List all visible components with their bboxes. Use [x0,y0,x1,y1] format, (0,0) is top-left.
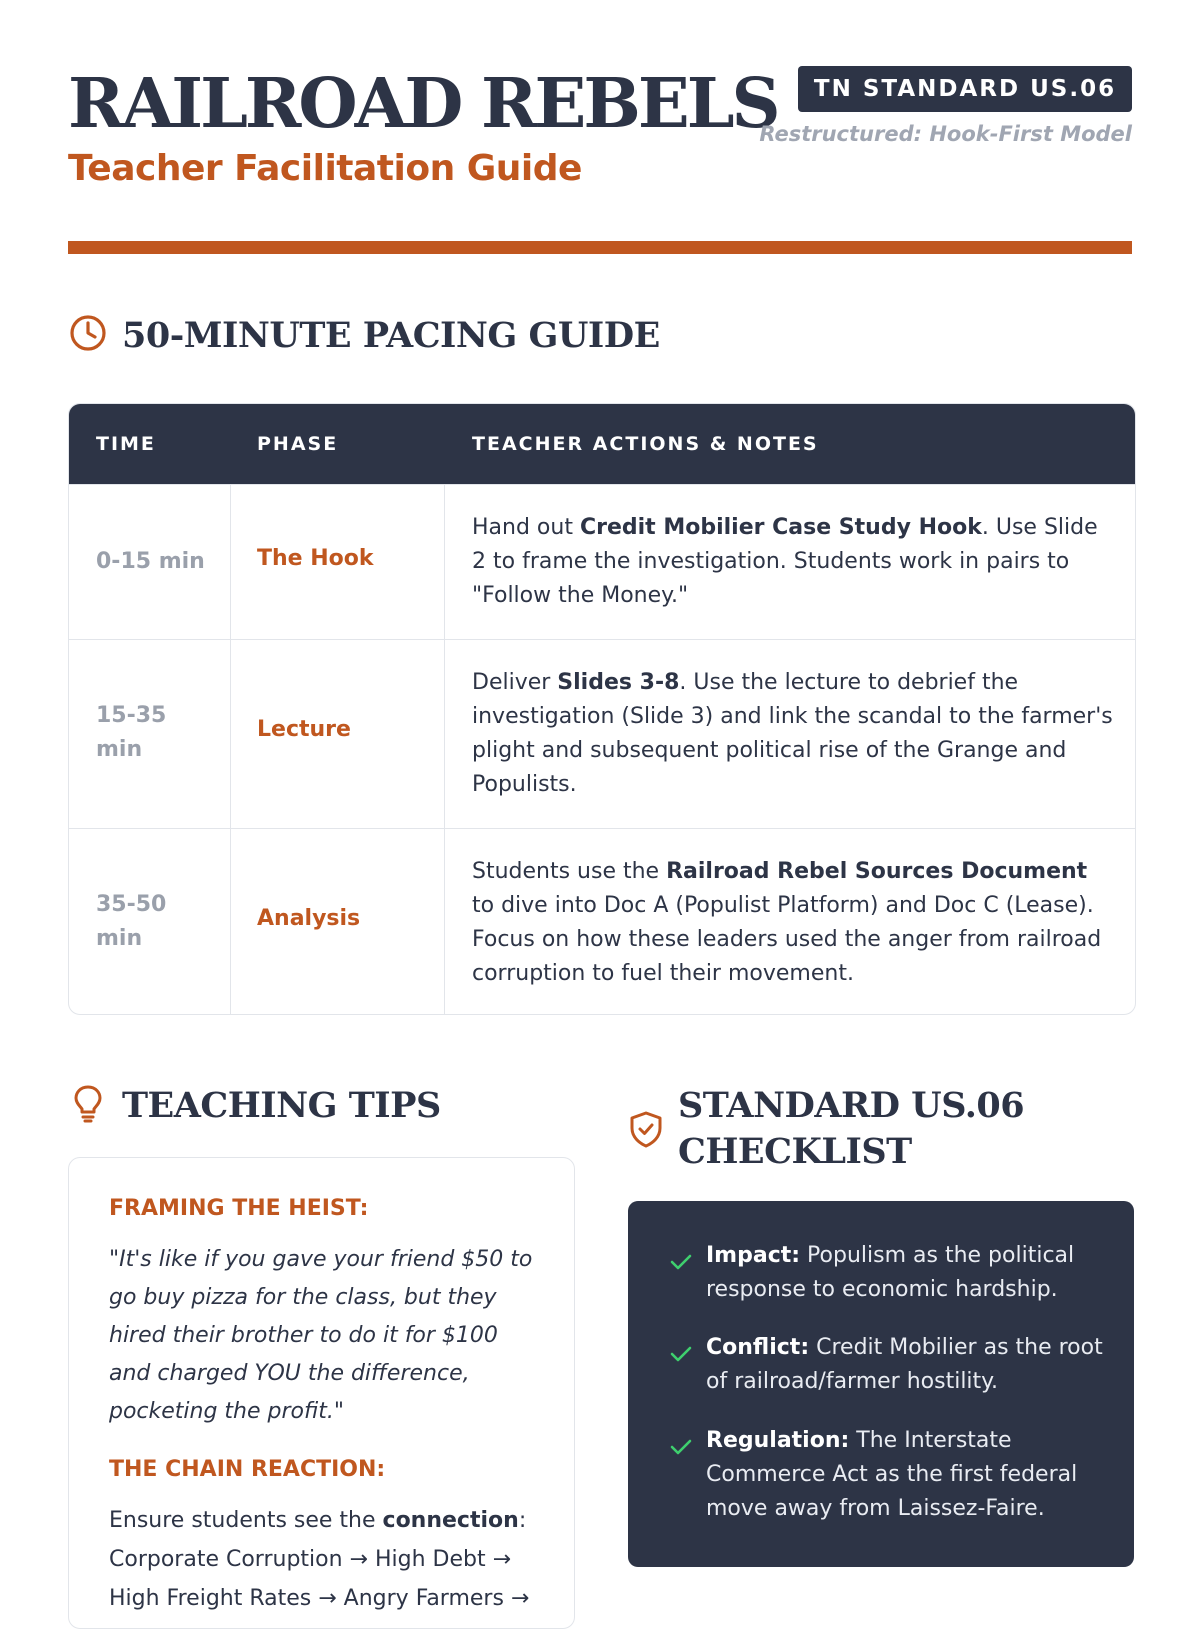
row-phase: Analysis [257,906,361,931]
clock-icon [68,313,108,353]
check-icon [668,1434,694,1460]
note-text: Students use the [472,859,667,884]
checklist-title-line: STANDARD US.06 [678,1085,1025,1126]
check-icon [668,1249,694,1275]
chain-intro: Ensure students see the [109,1508,383,1533]
column-header-notes: TEACHER ACTIONS & NOTES [472,433,819,455]
checklist-item-text: Populism as the political response to economic hardship. [706,1243,1075,1302]
row-notes [472,855,1115,991]
row-phase: The Hook [257,546,374,571]
checklist-title-line: CHECKLIST [678,1131,912,1172]
chain-line: High Freight Rates → Angry Farmers → [109,1586,530,1611]
shield-check-icon [628,1109,664,1149]
row-notes [472,511,1115,613]
table-header [69,404,1135,484]
row-time: 0-15 min [96,549,205,574]
row-notes [472,666,1115,802]
table-row [69,828,1135,1015]
row-time: 35-50 min [96,892,167,951]
note-text: Hand out [472,515,580,540]
checklist-item [668,1331,1104,1399]
chain-emphasis: connection [382,1508,519,1533]
checklist-section-header [628,1083,1024,1175]
row-time: 15-35 min [96,703,167,762]
page-subtitle: Teacher Facilitation Guide [68,148,582,189]
teaching-tips-card [68,1157,575,1629]
column-header-phase: PHASE [257,433,339,455]
checklist-item [668,1424,1104,1526]
row-phase: Lecture [257,717,351,742]
checklist-section-title [678,1083,1024,1175]
chain-line: Corporate Corruption → High Debt → [109,1547,512,1572]
note-text: to dive into Doc A (Populist Platform) and Doc C (Lease). Focus on how these leaders used the anger from railroad corruption to fuel their movement. [472,893,1102,986]
checklist-item [668,1239,1104,1307]
tips-section-title: TEACHING TIPS [122,1085,441,1126]
note-emphasis: Credit Mobilier Case Study Hook [579,515,982,540]
note-text: . Use the lecture to debrief the investigation (Slide 3) and link the scandal to the farmer's plight and subsequent political rise of the Grange and Populists. [472,670,1113,797]
column-header-time: TIME [96,433,156,455]
pacing-table [68,403,1136,1015]
checklist-item-label: Regulation: [706,1428,850,1453]
lightbulb-icon [68,1083,108,1123]
checklist-item-text: Credit Mobilier as the root of railroad/farmer hostility. [706,1335,1103,1394]
header-divider [68,241,1132,254]
table-row [69,484,1135,639]
chain-colon: : [518,1508,527,1533]
note-emphasis: Railroad Rebel Sources Document [666,859,1088,884]
chain-text [109,1501,544,1618]
framing-quote: "It's like if you gave your friend $50 to go buy pizza for the class, but they hired their brother to do it for $100 and charged YOU the difference, pocketing the profit." [109,1247,533,1424]
checklist-item-label: Conflict: [706,1335,810,1360]
checklist-item-text: The Interstate Commerce Act as the first federal move away from Laissez-Faire. [706,1428,1078,1521]
tips-section-header [68,1083,441,1129]
note-text: Deliver [472,670,558,695]
note-emphasis: Slides 3-8 [557,670,680,695]
note-text: . Use Slide 2 to frame the investigation. Students work in pairs to "Follow the Money." [472,515,1098,608]
page-header [68,64,1132,189]
framing-heading: FRAMING THE HEIST: [109,1196,369,1221]
pacing-section-title: 50-MINUTE PACING GUIDE [122,315,660,356]
page-title: RAILROAD REBELS [68,64,778,144]
chain-heading: THE CHAIN REACTION: [109,1457,386,1482]
pacing-section-header [68,313,660,359]
check-icon [668,1341,694,1367]
table-row [69,639,1135,828]
model-note: Restructured: Hook-First Model [759,122,1132,146]
checklist-item-label: Impact: [706,1243,801,1268]
standard-checklist-card [628,1201,1134,1567]
standard-badge: TN STANDARD US.06 [798,66,1132,112]
